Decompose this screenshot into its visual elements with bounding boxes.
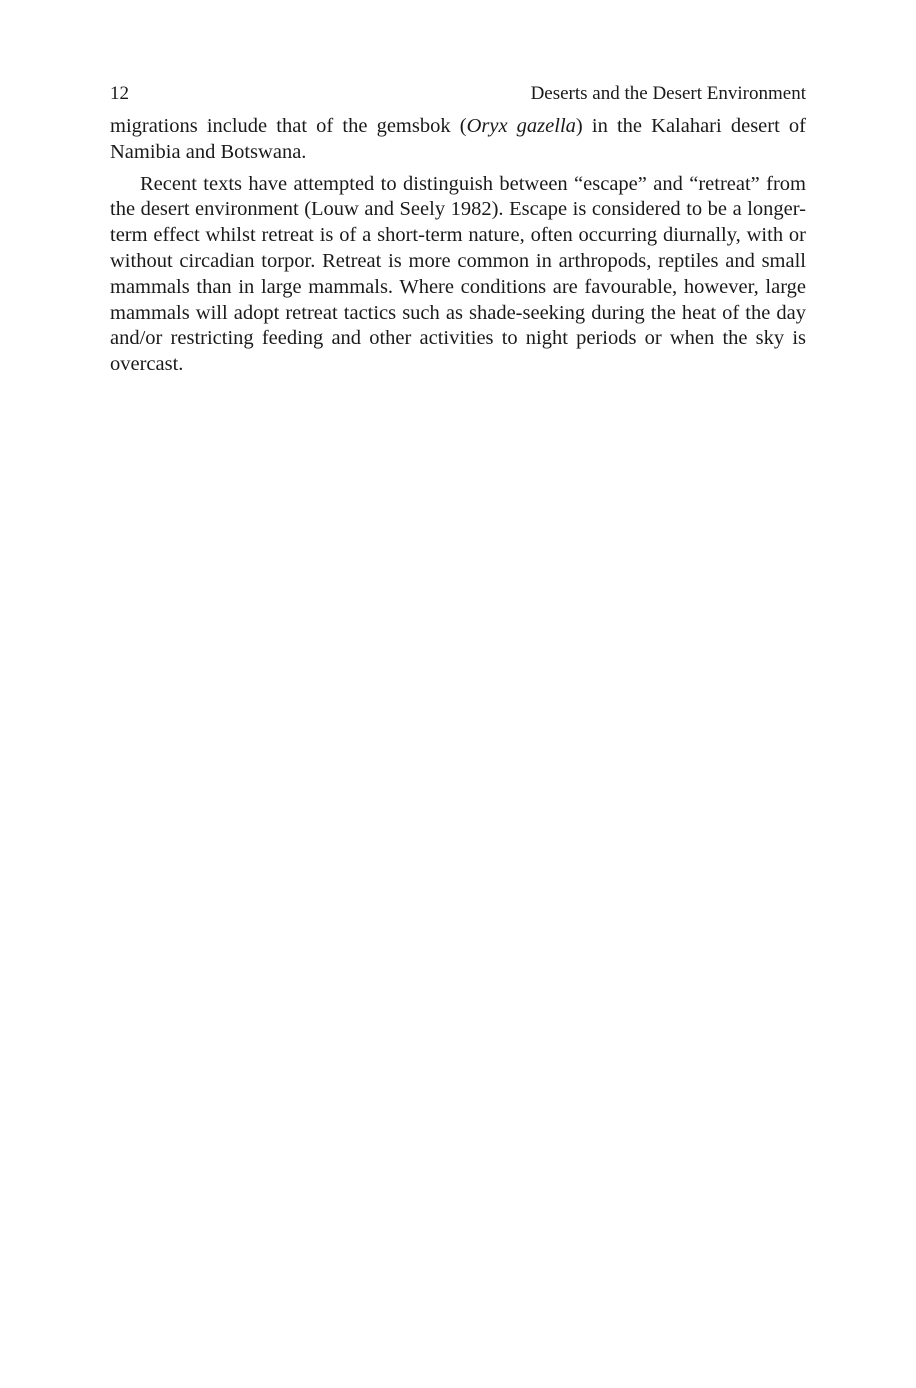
running-title: Deserts and the Desert Environment — [530, 83, 806, 104]
paragraph-1-start: migrations include that of the gemsbok ( — [110, 115, 467, 137]
paragraph-2: Recent texts have attempted to distinguish between “escape” and “retreat” from the desert environment (Louw and Seely 1982). Escape is considered to be a longer-term effect whilst retreat is of a short-term nature, often occurring diurnally, with or without circadian torpor. Retreat is more common in arthropods, reptiles and small mammals than in large mammals. Where conditions are favourable, however, large mammals will adopt retreat tactics such as shade-seeking during the heat of the day and/or restricting feeding and other activities to night periods or when the sky is overcast. — [110, 172, 806, 376]
page-number: 12 — [110, 83, 129, 104]
paragraph-1-end: ) in the Kalahari desert of Namibia and Botswana. — [110, 115, 806, 163]
paragraph-1 — [110, 114, 806, 166]
body-text — [110, 114, 806, 378]
running-head — [110, 82, 806, 106]
book-page — [110, 82, 806, 378]
species-name: Oryx gazella — [466, 115, 576, 137]
